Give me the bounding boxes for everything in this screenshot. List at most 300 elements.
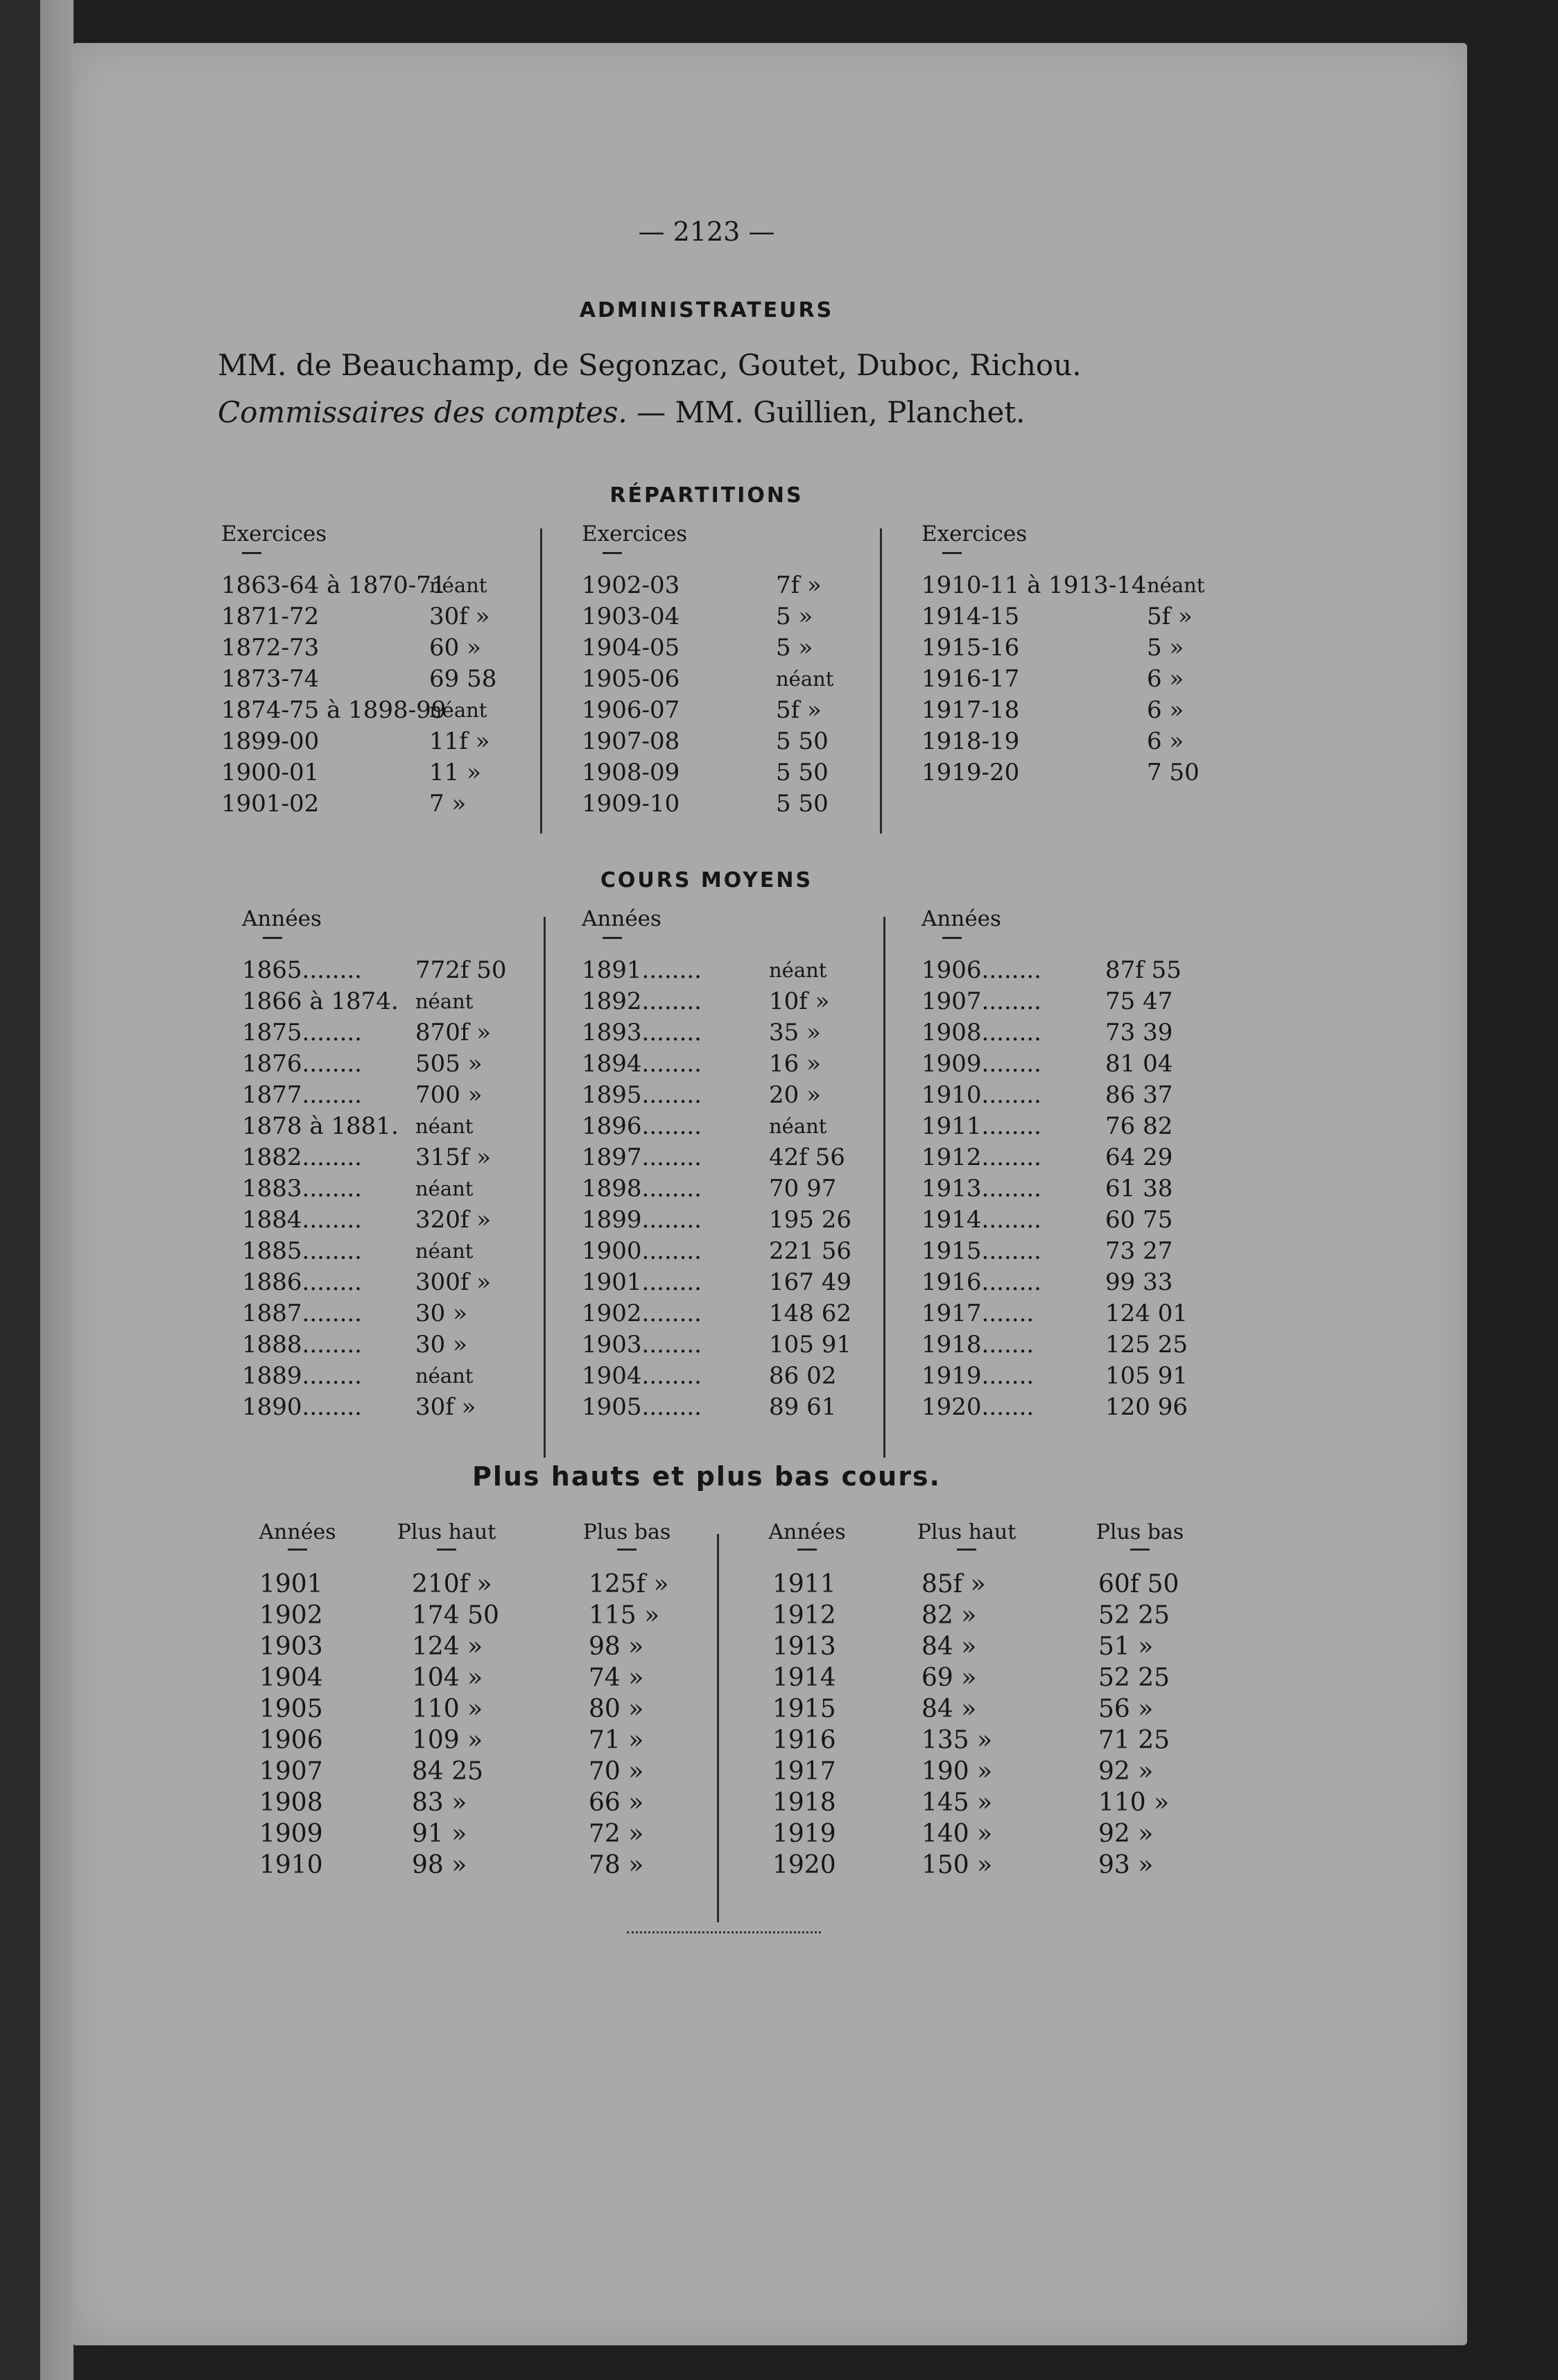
cours-moyens-period: 1906........ [921,956,1041,984]
cours-moyens-value: 42f 56 [769,1144,845,1171]
cours-moyens-row [582,1080,887,1111]
cours-moyens-row [242,1142,533,1173]
hauts-bas-low-cell: 70 » [589,1757,644,1786]
cours-moyens-row [242,1267,533,1298]
cours-moyens-row [582,1111,887,1142]
cours-moyens-row [921,1049,1223,1080]
cours-moyens-row [582,1173,887,1205]
hauts-bas-low-cell: 74 » [589,1664,644,1692]
cours-moyens-row [242,1049,533,1080]
cours-moyens-value: 221 56 [769,1237,851,1265]
hauts-bas-heading: Plus hauts et plus bas cours. [471,1461,941,1492]
hauts-bas-year-cell: 1904 [259,1664,323,1692]
repartitions-value: 6 » [1147,665,1184,693]
cours-moyens-period: 1919....... [921,1362,1035,1390]
cours-moyens-period: 1899........ [582,1206,702,1234]
cours-moyens-value: 70 97 [769,1175,837,1202]
repartitions-value: 5 50 [776,790,829,818]
hauts-bas-high-cell: 69 » [921,1664,977,1692]
cours-moyens-period: 1912........ [921,1144,1041,1171]
cours-moyens-row [921,1017,1223,1049]
cours-moyens-row [582,986,887,1017]
repartitions-row [921,632,1265,664]
hauts-bas-low-cell: 60f 50 [1098,1570,1179,1598]
hauts-bas-year-cell: 1906 [259,1726,323,1754]
repartitions-value: néant [776,667,834,691]
repartitions-period: 1872-73 [221,634,320,662]
header-dash [617,1549,637,1551]
cours-moyens-row [582,1298,887,1329]
hauts-bas-header-haut [391,1520,502,1551]
administrateurs-members: MM. de Beauchamp, de Segonzac, Goutet, Duboc, Richou. [218,348,1082,382]
cours-moyens-value: 81 04 [1105,1050,1173,1078]
repartitions-period: 1900-01 [221,759,320,786]
cours-moyens-value: 73 39 [1105,1019,1173,1046]
hauts-bas-high-cell: 98 » [412,1851,467,1879]
cours-moyens-row [921,986,1223,1017]
cours-moyens-period: 1916........ [921,1268,1041,1296]
cours-moyens-period: 1885........ [242,1237,362,1265]
repartitions-period: 1899-00 [221,727,320,755]
repartitions-row [221,695,547,726]
hauts-bas-low-cell: 56 » [1098,1695,1154,1723]
cours-moyens-row [582,1361,887,1392]
repartitions-row [582,570,894,601]
repartitions-value: 5 50 [776,759,829,786]
repartitions-period: 1905-06 [582,665,680,693]
commissaires-names: — MM. Guillien, Planchet. [637,395,1025,429]
cours-moyens-period: 1914........ [921,1206,1041,1234]
cours-moyens-value: 86 37 [1105,1081,1173,1109]
repartitions-row [221,757,547,788]
cours-moyens-period: 1896........ [582,1112,702,1140]
repartitions-value: 5 » [776,603,813,630]
hauts-bas-high-cell: 83 » [412,1788,467,1817]
cours-moyens-period: 1890........ [242,1393,362,1421]
cours-moyens-value: 195 26 [769,1206,851,1234]
cours-moyens-row [582,1205,887,1236]
hauts-bas-header-bas [571,1520,682,1551]
cours-moyens-row [921,1142,1223,1173]
repartitions-row [221,632,547,664]
cours-moyens-row [242,1236,533,1267]
repartitions-row [921,664,1265,695]
cours-moyens-value: 89 61 [769,1393,837,1421]
repartitions-row [582,664,894,695]
hauts-bas-column [772,1569,836,1881]
hauts-bas-year-cell: 1920 [772,1851,836,1879]
repartitions-value: 5f » [776,696,822,724]
cours-moyens-row [582,1017,887,1049]
repartitions-value: néant [429,698,487,722]
repartitions-period: 1918-19 [921,727,1020,755]
cours-moyens-period: 1893........ [582,1019,702,1046]
hauts-bas-year-cell: 1913 [772,1632,836,1661]
hauts-bas-low-cell: 110 » [1098,1788,1170,1817]
cours-moyens-period: 1889........ [242,1362,362,1390]
hauts-bas-column [589,1569,669,1881]
hauts-bas-high-cell: 174 50 [412,1601,499,1630]
hauts-bas-year-cell: 1910 [259,1851,323,1879]
header-dash [437,1549,456,1551]
cours-moyens-row [242,955,533,986]
cours-moyens-row [921,1080,1223,1111]
header-dash [942,552,962,554]
cours-moyens-row [242,986,533,1017]
repartitions-value: 5f » [1147,603,1193,630]
cours-moyens-period: 1901........ [582,1268,702,1296]
cours-moyens-value: néant [769,1114,827,1138]
cours-moyens-value: 87f 55 [1105,956,1182,984]
hauts-bas-header-label: Plus bas [1096,1520,1184,1544]
cours-moyens-value: 148 62 [769,1300,851,1327]
repartitions-period: 1903-04 [582,603,680,630]
cours-moyens-value: 105 91 [769,1331,851,1359]
cours-moyens-period: 1891........ [582,956,702,984]
cours-moyens-column-header [582,906,887,955]
header-dash [1130,1549,1150,1551]
repartitions-value: 5 50 [776,727,829,755]
cours-moyens-period: 1920....... [921,1393,1035,1421]
cours-moyens-row [921,1173,1223,1205]
hauts-bas-header-label: Plus bas [582,1520,671,1544]
cours-moyens-row [921,1267,1223,1298]
cours-moyens-period: 1900........ [582,1237,702,1265]
cours-moyens-value: 870f » [415,1019,492,1046]
hauts-bas-low-cell: 52 25 [1098,1601,1170,1630]
cours-moyens-row [921,1298,1223,1329]
cours-moyens-value: 700 » [415,1081,483,1109]
hauts-bas-year-cell: 1905 [259,1695,323,1723]
repartitions-row [221,570,547,601]
repartitions-period: 1907-08 [582,727,680,755]
repartitions-value: 69 58 [429,665,497,693]
cours-moyens-period: 1875........ [242,1019,362,1046]
hauts-bas-low-cell: 71 » [589,1726,644,1754]
repartitions-period: 1902-03 [582,571,680,599]
repartitions-period: 1915-16 [921,634,1020,662]
repartitions-column [582,521,894,820]
hauts-bas-high-cell: 84 » [921,1695,977,1723]
cours-moyens-period: 1865........ [242,956,362,984]
hauts-bas-high-cell: 82 » [921,1601,977,1630]
cours-moyens-column-label: Années [242,906,322,931]
hauts-bas-high-cell: 135 » [921,1726,993,1754]
hauts-bas-low-cell: 52 25 [1098,1664,1170,1692]
cours-moyens-value: 16 » [769,1050,821,1078]
cours-moyens-value: 64 29 [1105,1144,1173,1171]
repartitions-value: 11 » [429,759,481,786]
repartitions-row [921,757,1265,788]
repartitions-period: 1904-05 [582,634,680,662]
cours-moyens-row [582,1267,887,1298]
hauts-bas-low-cell: 98 » [589,1632,644,1661]
cours-moyens-period: 1902........ [582,1300,702,1327]
repartitions-row [582,601,894,632]
repartitions-value: 60 » [429,634,481,662]
repartitions-value: 5 » [776,634,813,662]
cours-moyens-value: néant [415,1364,474,1388]
hauts-bas-low-cell: 115 » [589,1601,660,1630]
commissaires-label: Commissaires des comptes. [218,395,627,429]
hauts-bas-high-cell: 84 » [921,1632,977,1661]
cours-moyens-row [582,1142,887,1173]
cours-moyens-row [242,1080,533,1111]
repartitions-period: 1874-75 à 1898-99 [221,696,447,724]
repartitions-value: 6 » [1147,696,1184,724]
hauts-bas-high-cell: 84 25 [412,1757,484,1786]
cours-moyens-value: 99 33 [1105,1268,1173,1296]
repartitions-period: 1906-07 [582,696,680,724]
hauts-bas-year-cell: 1918 [772,1788,836,1817]
page-number: — 2123 — [638,216,775,247]
hauts-bas-column [412,1569,499,1881]
cours-moyens-row [242,1298,533,1329]
cours-moyens-value: néant [415,1114,474,1138]
cours-moyens-value: 300f » [415,1268,492,1296]
cours-moyens-row [921,1329,1223,1361]
hauts-bas-low-cell: 92 » [1098,1757,1154,1786]
previous-page-edge [40,0,76,2380]
column-separator [540,528,542,834]
hauts-bas-low-cell: 78 » [589,1851,644,1879]
cours-moyens-period: 1913........ [921,1175,1041,1202]
hauts-bas-high-cell: 140 » [921,1820,993,1848]
hauts-bas-header-years [752,1520,863,1551]
cours-moyens-value: 20 » [769,1081,821,1109]
repartitions-period: 1863-64 à 1870-71 [221,571,447,599]
hauts-bas-year-cell: 1914 [772,1664,836,1692]
repartitions-period: 1871-72 [221,603,320,630]
hauts-bas-year-cell: 1909 [259,1820,323,1848]
hauts-bas-low-cell: 125f » [589,1570,669,1598]
hauts-bas-high-cell: 104 » [412,1664,483,1692]
repartitions-row [582,726,894,757]
cours-moyens-row [242,1205,533,1236]
hauts-bas-year-cell: 1916 [772,1726,836,1754]
repartitions-value: 6 » [1147,727,1184,755]
repartitions-column [221,521,547,820]
header-dash [603,552,622,554]
cours-moyens-row [921,1392,1223,1423]
cours-moyens-value: néant [769,958,827,982]
cours-moyens-value: 30f » [415,1393,476,1421]
repartitions-row [221,664,547,695]
administrateurs-heading: ADMINISTRATEURS [579,298,834,322]
repartitions-value: 7 » [429,790,467,818]
cours-moyens-column-header [921,906,1223,955]
hauts-bas-column [1098,1569,1179,1881]
hauts-bas-year-cell: 1908 [259,1788,323,1817]
repartitions-row [582,632,894,664]
hauts-bas-header-bas [1084,1520,1195,1551]
cours-moyens-value: 315f » [415,1144,492,1171]
cours-moyens-period: 1888........ [242,1331,362,1359]
repartitions-value: néant [429,574,487,597]
repartitions-value: 7 50 [1147,759,1200,786]
repartitions-period: 1909-10 [582,790,680,818]
cours-moyens-row [921,1236,1223,1267]
cours-moyens-row [242,1392,533,1423]
hauts-bas-header-years [242,1520,353,1551]
repartitions-value: néant [1147,574,1205,597]
cours-moyens-period: 1918....... [921,1331,1035,1359]
cours-moyens-value: 86 02 [769,1362,837,1390]
hauts-bas-high-cell: 210f » [412,1570,492,1598]
cours-moyens-row [921,955,1223,986]
cours-moyens-value: néant [415,990,474,1013]
cours-moyens-row [242,1173,533,1205]
hauts-bas-low-cell: 51 » [1098,1632,1154,1661]
repartitions-period: 1908-09 [582,759,680,786]
hauts-bas-year-cell: 1915 [772,1695,836,1723]
end-ornament [627,1926,821,1933]
cours-moyens-column-label: Années [582,906,661,931]
cours-moyens-value: 35 » [769,1019,821,1046]
hauts-bas-high-cell: 85f » [921,1570,986,1598]
cours-moyens-value: 61 38 [1105,1175,1173,1202]
cours-moyens-column [921,906,1223,1423]
hauts-bas-high-cell: 190 » [921,1757,993,1786]
cours-moyens-heading: COURS MOYENS [600,868,813,892]
cours-moyens-row [921,1205,1223,1236]
cours-moyens-value: 30 » [415,1331,467,1359]
hauts-bas-high-cell: 145 » [921,1788,993,1817]
hauts-bas-column [259,1569,323,1881]
cours-moyens-value: 124 01 [1105,1300,1188,1327]
cours-moyens-row [582,1329,887,1361]
cours-moyens-row [582,955,887,986]
repartitions-period: 1914-15 [921,603,1020,630]
hauts-bas-header-label: Années [259,1520,336,1544]
header-dash [288,1549,307,1551]
hauts-bas-low-cell: 92 » [1098,1820,1154,1848]
cours-moyens-period: 1866 à 1874. [242,988,399,1015]
repartitions-row [921,601,1265,632]
book-spine [0,0,40,2380]
cours-moyens-period: 1897........ [582,1144,702,1171]
repartitions-row [221,601,547,632]
hauts-bas-year-cell: 1919 [772,1820,836,1848]
hauts-bas-high-cell: 91 » [412,1820,467,1848]
cours-moyens-period: 1903........ [582,1331,702,1359]
hauts-bas-low-cell: 72 » [589,1820,644,1848]
repartitions-heading: RÉPARTITIONS [609,483,804,508]
hauts-bas-low-cell: 71 25 [1098,1726,1170,1754]
repartitions-column-label: Exercices [221,521,327,546]
cours-moyens-period: 1877........ [242,1081,362,1109]
repartitions-column [921,521,1265,788]
cours-moyens-period: 1882........ [242,1144,362,1171]
cours-moyens-period: 1909........ [921,1050,1041,1078]
column-separator [544,917,546,1458]
hauts-bas-year-cell: 1902 [259,1601,323,1630]
cours-moyens-column [582,906,887,1423]
header-dash [263,937,282,939]
document-page [72,43,1467,2345]
header-dash [603,937,622,939]
repartitions-period: 1916-17 [921,665,1020,693]
header-dash [957,1549,976,1551]
hauts-bas-header-label: Plus haut [917,1520,1016,1544]
hauts-bas-low-cell: 66 » [589,1788,644,1817]
header-dash [242,552,261,554]
hauts-bas-column [921,1569,992,1881]
repartitions-row [582,757,894,788]
repartitions-value: 11f » [429,727,490,755]
hauts-bas-year-cell: 1911 [772,1570,836,1598]
cours-moyens-value: néant [415,1239,474,1263]
repartitions-value: 7f » [776,571,822,599]
cours-moyens-column-header [242,906,533,955]
hauts-bas-header-haut [911,1520,1022,1551]
cours-moyens-value: 505 » [415,1050,483,1078]
hauts-bas-high-cell: 110 » [412,1695,483,1723]
cours-moyens-column [242,906,533,1423]
repartitions-row [582,695,894,726]
hauts-bas-low-cell: 93 » [1098,1851,1154,1879]
hauts-bas-high-cell: 124 » [412,1632,483,1661]
repartitions-column-label: Exercices [921,521,1028,546]
column-separator [883,917,885,1458]
cours-moyens-value: 73 27 [1105,1237,1173,1265]
cours-moyens-period: 1907........ [921,988,1041,1015]
commissaires-line [218,395,1025,429]
hauts-bas-year-cell: 1912 [772,1601,836,1630]
cours-moyens-period: 1886........ [242,1268,362,1296]
repartitions-column-header [921,521,1265,570]
cours-moyens-row [242,1361,533,1392]
cours-moyens-period: 1908........ [921,1019,1041,1046]
hauts-bas-year-cell: 1907 [259,1757,323,1786]
cours-moyens-value: 120 96 [1105,1393,1188,1421]
repartitions-period: 1873-74 [221,665,320,693]
repartitions-value: 5 » [1147,634,1184,662]
cours-moyens-period: 1905........ [582,1393,702,1421]
hauts-bas-low-cell: 80 » [589,1695,644,1723]
cours-moyens-value: 772f 50 [415,956,507,984]
cours-moyens-value: 30 » [415,1300,467,1327]
repartitions-row [221,788,547,820]
cours-moyens-row [242,1111,533,1142]
hauts-bas-year-cell: 1903 [259,1632,323,1661]
cours-moyens-row [921,1111,1223,1142]
cours-moyens-row [582,1049,887,1080]
cours-moyens-period: 1892........ [582,988,702,1015]
cours-moyens-row [242,1017,533,1049]
cours-moyens-period: 1898........ [582,1175,702,1202]
cours-moyens-period: 1887........ [242,1300,362,1327]
cours-moyens-period: 1917....... [921,1300,1035,1327]
repartitions-row [921,695,1265,726]
repartitions-column-header [221,521,547,570]
cours-moyens-value: 76 82 [1105,1112,1173,1140]
cours-moyens-period: 1915........ [921,1237,1041,1265]
hauts-bas-header-label: Plus haut [397,1520,496,1544]
cours-moyens-value: 125 25 [1105,1331,1188,1359]
cours-moyens-row [582,1236,887,1267]
cours-moyens-period: 1904........ [582,1362,702,1390]
cours-moyens-value: 105 91 [1105,1362,1188,1390]
cours-moyens-period: 1895........ [582,1081,702,1109]
cours-moyens-value: 167 49 [769,1268,851,1296]
repartitions-row [582,788,894,820]
cours-moyens-value: 75 47 [1105,988,1173,1015]
repartitions-row [221,726,547,757]
column-separator [880,528,882,834]
cours-moyens-period: 1911........ [921,1112,1041,1140]
hauts-bas-year-cell: 1917 [772,1757,836,1786]
